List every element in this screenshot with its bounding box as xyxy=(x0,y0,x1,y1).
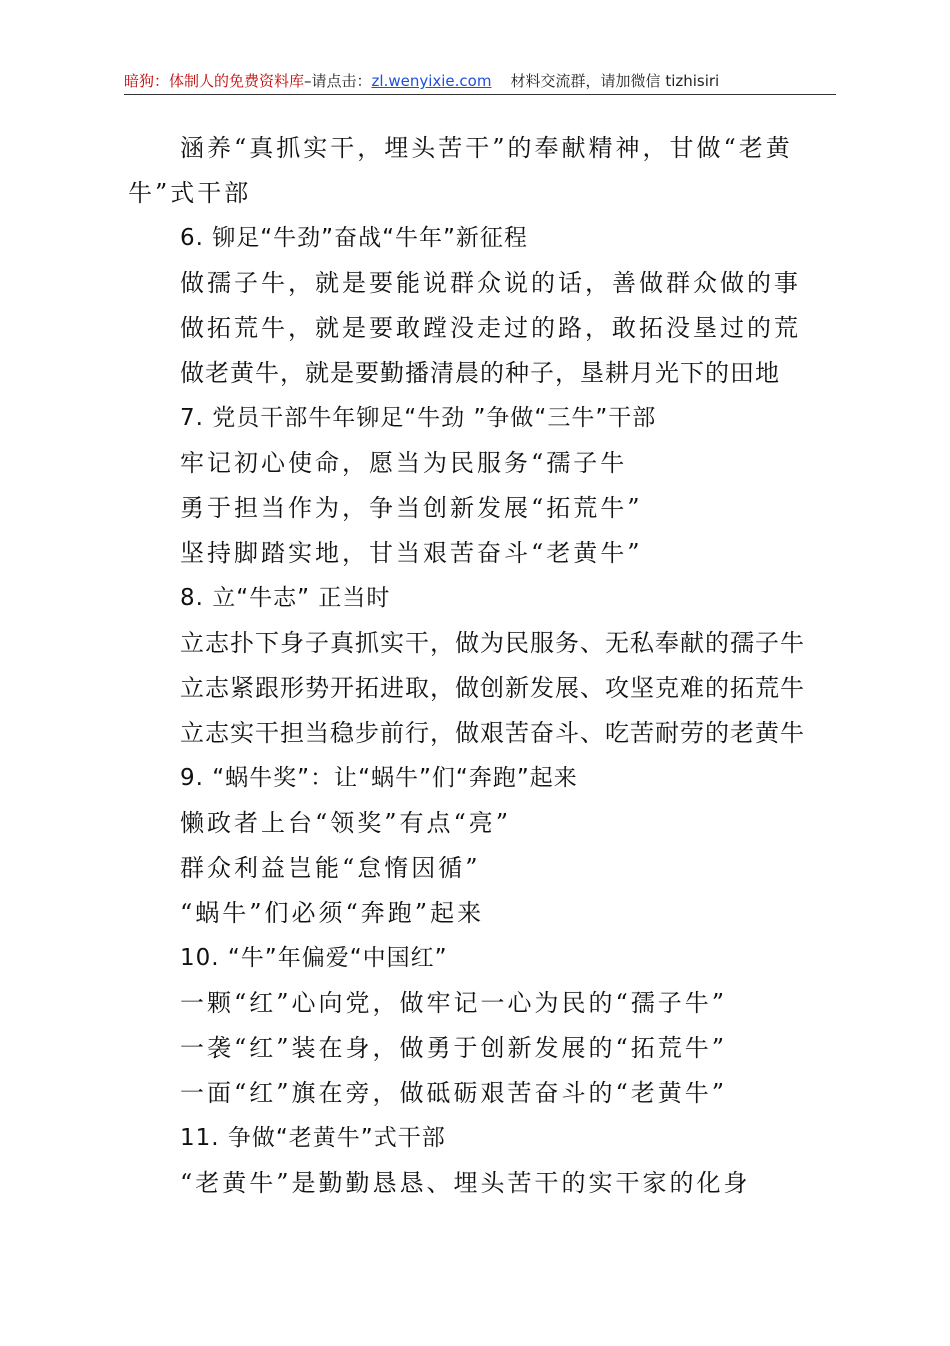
body-line: 立志实干担当稳步前行，做艰苦奋斗、吃苦耐劳的老黄牛 xyxy=(180,719,805,747)
body-line: 勇于担当作为，争当创新发展“拓荒牛” xyxy=(180,494,643,522)
body-line: “老黄牛”是勤勤恳恳、埋头苦干的实干家的化身 xyxy=(180,1169,751,1197)
section-heading: 10. “牛”年偏爱“中国红” xyxy=(180,945,448,971)
header-click-text: –请点击： xyxy=(304,72,372,90)
body-line: 一袭“红”装在身，做勇于创新发展的“拓荒牛” xyxy=(180,1034,728,1062)
body-line: 一面“红”旗在旁，做砥砺艰苦奋斗的“老黄牛” xyxy=(180,1079,728,1107)
header-title: 暗狗：体制人的免费资料库 xyxy=(124,72,305,90)
section-heading: 9. “蜗牛奖”：让“蜗牛”们“奔跑”起来 xyxy=(180,765,578,791)
page-header xyxy=(124,70,836,95)
header-wechat-note: 材料交流群，请加微信 tizhisiri xyxy=(510,72,720,90)
body-line: “蜗牛”们必须“奔跑”起来 xyxy=(180,899,485,927)
body-line: 做拓荒牛，就是要敢蹚没走过的路，敢拓没垦过的荒 xyxy=(180,314,801,342)
body-line: 做老黄牛，就是要勤播清晨的种子，垦耕月光下的田地 xyxy=(180,359,780,387)
section-heading: 11. 争做“老黄牛”式干部 xyxy=(180,1125,446,1151)
body-line: 立志紧跟形势开拓进取，做创新发展、攻坚克难的拓荒牛 xyxy=(180,674,805,702)
body-line: 一颗“红”心向党，做牢记一心为民的“孺子牛” xyxy=(180,989,728,1017)
header-link[interactable]: zl.wenyixie.com xyxy=(371,72,492,90)
body-line: 做孺子牛，就是要能说群众说的话，善做群众做的事 xyxy=(180,269,801,297)
body-line: 坚持脚踏实地，甘当艰苦奋斗“老黄牛” xyxy=(180,539,643,567)
body-line: 群众利益岂能“怠惰因循” xyxy=(180,854,481,882)
section-heading: 6. 铆足“牛劲”奋战“牛年”新征程 xyxy=(180,225,528,251)
body-line: 立志扑下身子真抓实干，做为民服务、无私奉献的孺子牛 xyxy=(180,629,805,657)
section-heading: 8. 立“牛志” 正当时 xyxy=(180,585,391,611)
body-line: 涵养“真抓实干，埋头苦干”的奉献精神，甘做“老黄 xyxy=(180,134,793,162)
body-line: 懒政者上台“领奖”有点“亮” xyxy=(180,809,512,837)
body-line: 牛”式干部 xyxy=(128,179,252,207)
body-line: 牢记初心使命，愿当为民服务“孺子牛 xyxy=(180,449,628,477)
section-heading: 7. 党员干部牛年铆足“牛劲 ”争做“三牛”干部 xyxy=(180,405,657,431)
